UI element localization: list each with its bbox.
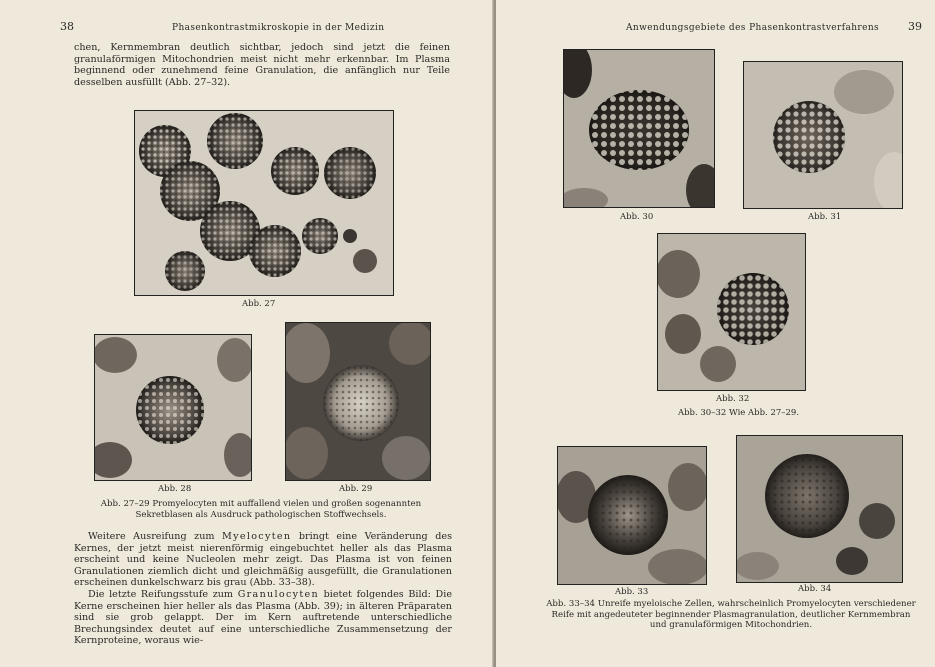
- figure-abb-33: [557, 446, 707, 585]
- figure-abb-30: [563, 49, 715, 208]
- cell-micrograph: [658, 234, 805, 390]
- left-page-number: 38: [60, 20, 74, 33]
- figure-abb-27: [134, 110, 394, 296]
- term-myelocyten: Myelocyten: [222, 531, 292, 542]
- intro-paragraph: chen, Kernmembran deutlich sichtbar, jedoch sind jetzt die feinen granulaförmigen Mitochondrien meist nicht mehr erkennbar. Im Plasma beginnend oder zunehmend feine Granulation, die anfänglich nur Teile desselben ausfüllt (Abb. 27–32).: [74, 42, 450, 88]
- right-page: [496, 0, 935, 667]
- figure-abb-34: [736, 435, 903, 583]
- caption-abb-33: Abb. 33: [615, 587, 649, 597]
- caption-abb-31: Abb. 31: [808, 212, 842, 222]
- cell-micrograph: [737, 436, 902, 582]
- caption-abb-32: Abb. 32: [716, 394, 750, 404]
- cell-micrograph: [558, 447, 706, 584]
- term-granulocyten: Granulocyten: [237, 588, 319, 600]
- caption-abb-27-29: Abb. 27–29 Promyelocyten mit auffallend vielen und großen sogenannten Sekretblasen als Ausdruck pathologischen Stoffwechsels.: [100, 499, 422, 520]
- caption-abb-30: Abb. 30: [620, 212, 654, 222]
- paragraph-myelocyten: Weitere Ausreifung zum Myelocyten bringt eine Veränderung des Kernes, der jetzt meist nierenförmig eingebuchtet heller als das Plasma erscheint und keine Nucleolen mehr zeigt. Das Plasma ist von feinen Granulationen ziemlich dicht und gleichmäßig ausgefüllt, die Granulationen erscheinen dunkelschwarz bis grau (Abb. 33–38).: [74, 531, 452, 589]
- figure-abb-32: [657, 233, 806, 391]
- left-running-head: Phasenkontrastmikroskopie in der Medizin: [172, 23, 385, 33]
- figure-abb-28: [94, 334, 252, 481]
- cell-micrograph: [744, 62, 902, 208]
- main-text: [74, 531, 452, 647]
- cell-micrograph: [95, 335, 251, 480]
- cell-cluster-micrograph: [135, 111, 393, 295]
- caption-abb-33-34: Abb. 33–34 Unreife myeloische Zellen, wahrscheinlich Promyelocyten verschiedener Reife mit angedeuteter beginnender Plasmagranulation, deutlicher Kernmembran und granulaförmigen Mitochondrien.: [546, 599, 916, 631]
- caption-abb-30-32: Abb. 30–32 Wie Abb. 27–29.: [677, 408, 800, 418]
- right-page-number: 39: [908, 20, 922, 33]
- caption-abb-34: Abb. 34: [798, 584, 832, 594]
- right-running-head: Anwendungsgebiete des Phasenkontrastverfahrens: [626, 23, 880, 33]
- figure-abb-31: [743, 61, 903, 209]
- caption-abb-29: Abb. 29: [339, 484, 373, 494]
- caption-abb-28: Abb. 28: [158, 484, 192, 494]
- cell-micrograph: [564, 50, 714, 207]
- paragraph-granulocyten: Die letzte Reifungsstufe zum Granulocyten bietet folgendes Bild: Die Kerne erscheinen hier heller als das Plasma (Abb. 39); in älteren Präparaten sind sie grob gelappt. Der im Kern auftretende unterschiedliche Brechungsindex deutet auf eine unterschiedliche Zusammensetzung der Kernproteine, woraus wie-: [74, 588, 452, 647]
- cell-micrograph: [286, 323, 430, 480]
- caption-abb-27: Abb. 27: [242, 299, 276, 309]
- figure-abb-29: [285, 322, 431, 481]
